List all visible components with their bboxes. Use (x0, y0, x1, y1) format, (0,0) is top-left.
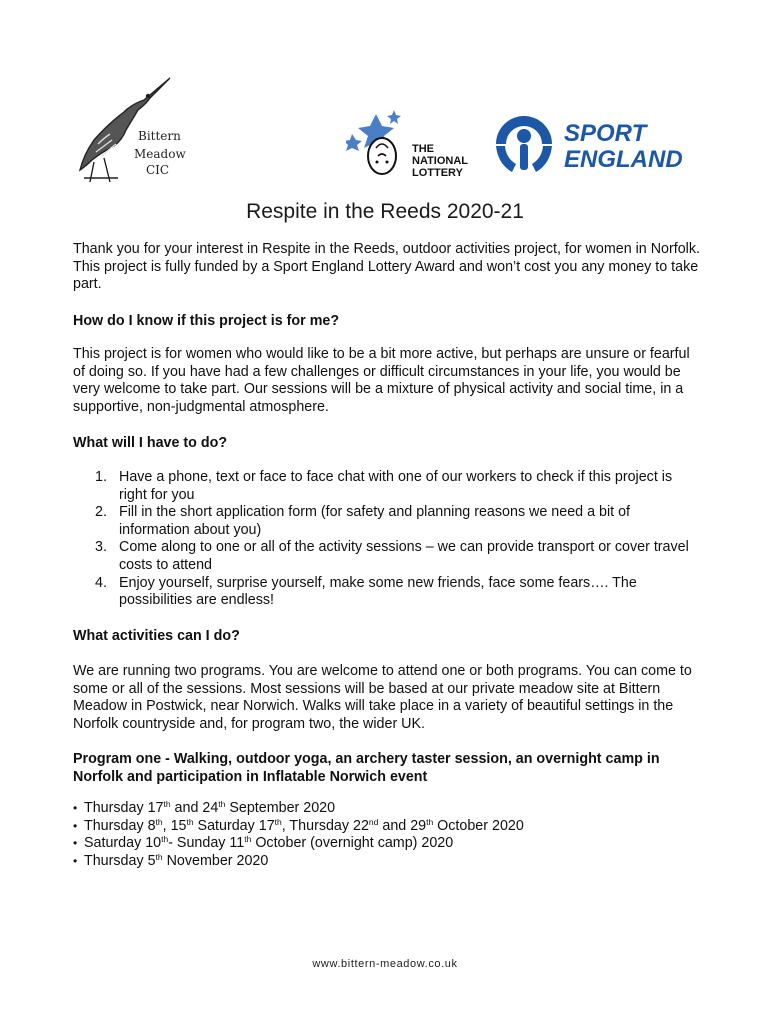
date-text: and 24 (170, 800, 219, 816)
section-heading-is-for-me: How do I know if this project is for me? (73, 313, 340, 329)
sport-england-text-line2: ENGLAND (564, 146, 683, 173)
sport-england-logo (494, 114, 700, 174)
ordinal-suffix: th (244, 834, 252, 845)
date-item (73, 800, 703, 818)
date-text: - Sunday 11 (168, 835, 245, 852)
ordinal-suffix: th (163, 799, 171, 809)
ordinal-suffix: th (161, 834, 169, 845)
date-text: Thursday 5 (84, 852, 156, 869)
date-item (73, 835, 703, 853)
ordinal-suffix: th (426, 816, 434, 827)
sport-england-emblem-icon (496, 116, 552, 172)
lottery-text-line3: LOTTERY (412, 167, 463, 179)
step-number: 4. (95, 574, 107, 591)
bullet-icon: • (73, 801, 78, 815)
step-text: Come along to one or all of the activity sessions – we can provide transport or cover travel costs to attend (119, 539, 689, 573)
national-lottery-logo (346, 104, 474, 184)
date-item (73, 853, 703, 871)
ordinal-suffix: th (274, 816, 282, 827)
step-number: 3. (95, 539, 107, 556)
date-text: Saturday 17 (193, 817, 275, 834)
bullet-icon: • (73, 818, 78, 833)
footer-website: www.bittern-meadow.co.uk (312, 958, 458, 970)
section-heading-activities: What activities can I do? (73, 628, 240, 644)
step-text: Have a phone, text or face to face chat with one of our workers to check if this project is right for you (119, 469, 673, 503)
lottery-text-line2: NATIONAL (412, 155, 469, 167)
date-item (73, 818, 703, 836)
ordinal-suffix: th (218, 799, 226, 809)
date-text: , 15 (162, 817, 187, 834)
ordinal-suffix: th (155, 851, 163, 862)
step-text: Enjoy yourself, surprise yourself, make some new friends, face some fears…. The possibilities are endless! (119, 574, 637, 609)
date-text: September 2020 (225, 800, 336, 816)
program-one-dates-list (73, 800, 703, 870)
steps-list (73, 469, 703, 610)
sport-england-text-line1: SPORT (564, 120, 647, 147)
date-text: Saturday 10 (84, 835, 162, 852)
program-one-heading: Program one - Walking, outdoor yoga, an archery taster session, an overnight camp in Norfolk and participation in Inflatable Norwich event (73, 751, 660, 785)
section-body-activities: We are running two programs. You are welcome to attend one or both programs. You can come to some or all of the sessions. Most sessions will be based at our private meadow site at Bittern Meadow in Postwick, near Norwich. Walks will take place in a variety of beautiful settings in the Norfolk countryside and, for program two, the wider UK. (73, 663, 692, 732)
lottery-text-line1: THE (412, 143, 434, 155)
date-text: Thursday 17 (84, 800, 164, 816)
bullet-icon: • (73, 853, 78, 868)
ordinal-suffix: th (155, 816, 163, 827)
ordinal-suffix: th (186, 816, 194, 827)
intro-paragraph: Thank you for your interest in Respite in the Reeds, outdoor activities project, for women in Norfolk. This project is fully funded by a Sport England Lottery Award and won’t cost you any money to take part. (73, 241, 700, 293)
bittern-meadow-logo (74, 74, 194, 184)
date-text: Thursday 8 (84, 817, 156, 834)
bittern-logo-text-line2: Meadow (134, 147, 186, 161)
step-item (73, 469, 703, 504)
date-text: October 2020 (433, 817, 524, 834)
section-body-is-for-me: This project is for women who would like to be a bit more active, but perhaps are unsure or fearful of doing so. If you have had a few challenges or difficult circumstances in your life, you would be very welcome to take part. Our sessions will be a mixture of physical activity and social time, in a supportive, non-judgmental atmosphere. (73, 346, 690, 415)
bittern-logo-text-line3: CIC (146, 163, 170, 177)
date-text: and 29 (378, 817, 427, 834)
section-heading-what-to-do: What will I have to do? (73, 435, 228, 451)
page-title: Respite in the Reeds 2020-21 (246, 200, 524, 223)
ordinal-suffix: nd (368, 816, 379, 827)
date-text: , Thursday 22 (281, 817, 369, 834)
step-item (73, 539, 703, 574)
date-text: November 2020 (162, 852, 269, 869)
lottery-crossed-fingers-icon (346, 110, 401, 174)
bittern-logo-text-line1: Bittern (138, 129, 181, 143)
step-text: Fill in the short application form (for safety and planning reasons we need a bit of information about you) (119, 504, 631, 538)
bullet-icon: • (73, 836, 78, 851)
date-text: October (overnight camp) 2020 (251, 835, 454, 852)
step-number: 2. (95, 504, 107, 521)
step-item (73, 504, 703, 539)
step-item (73, 575, 703, 610)
step-number: 1. (95, 469, 107, 485)
